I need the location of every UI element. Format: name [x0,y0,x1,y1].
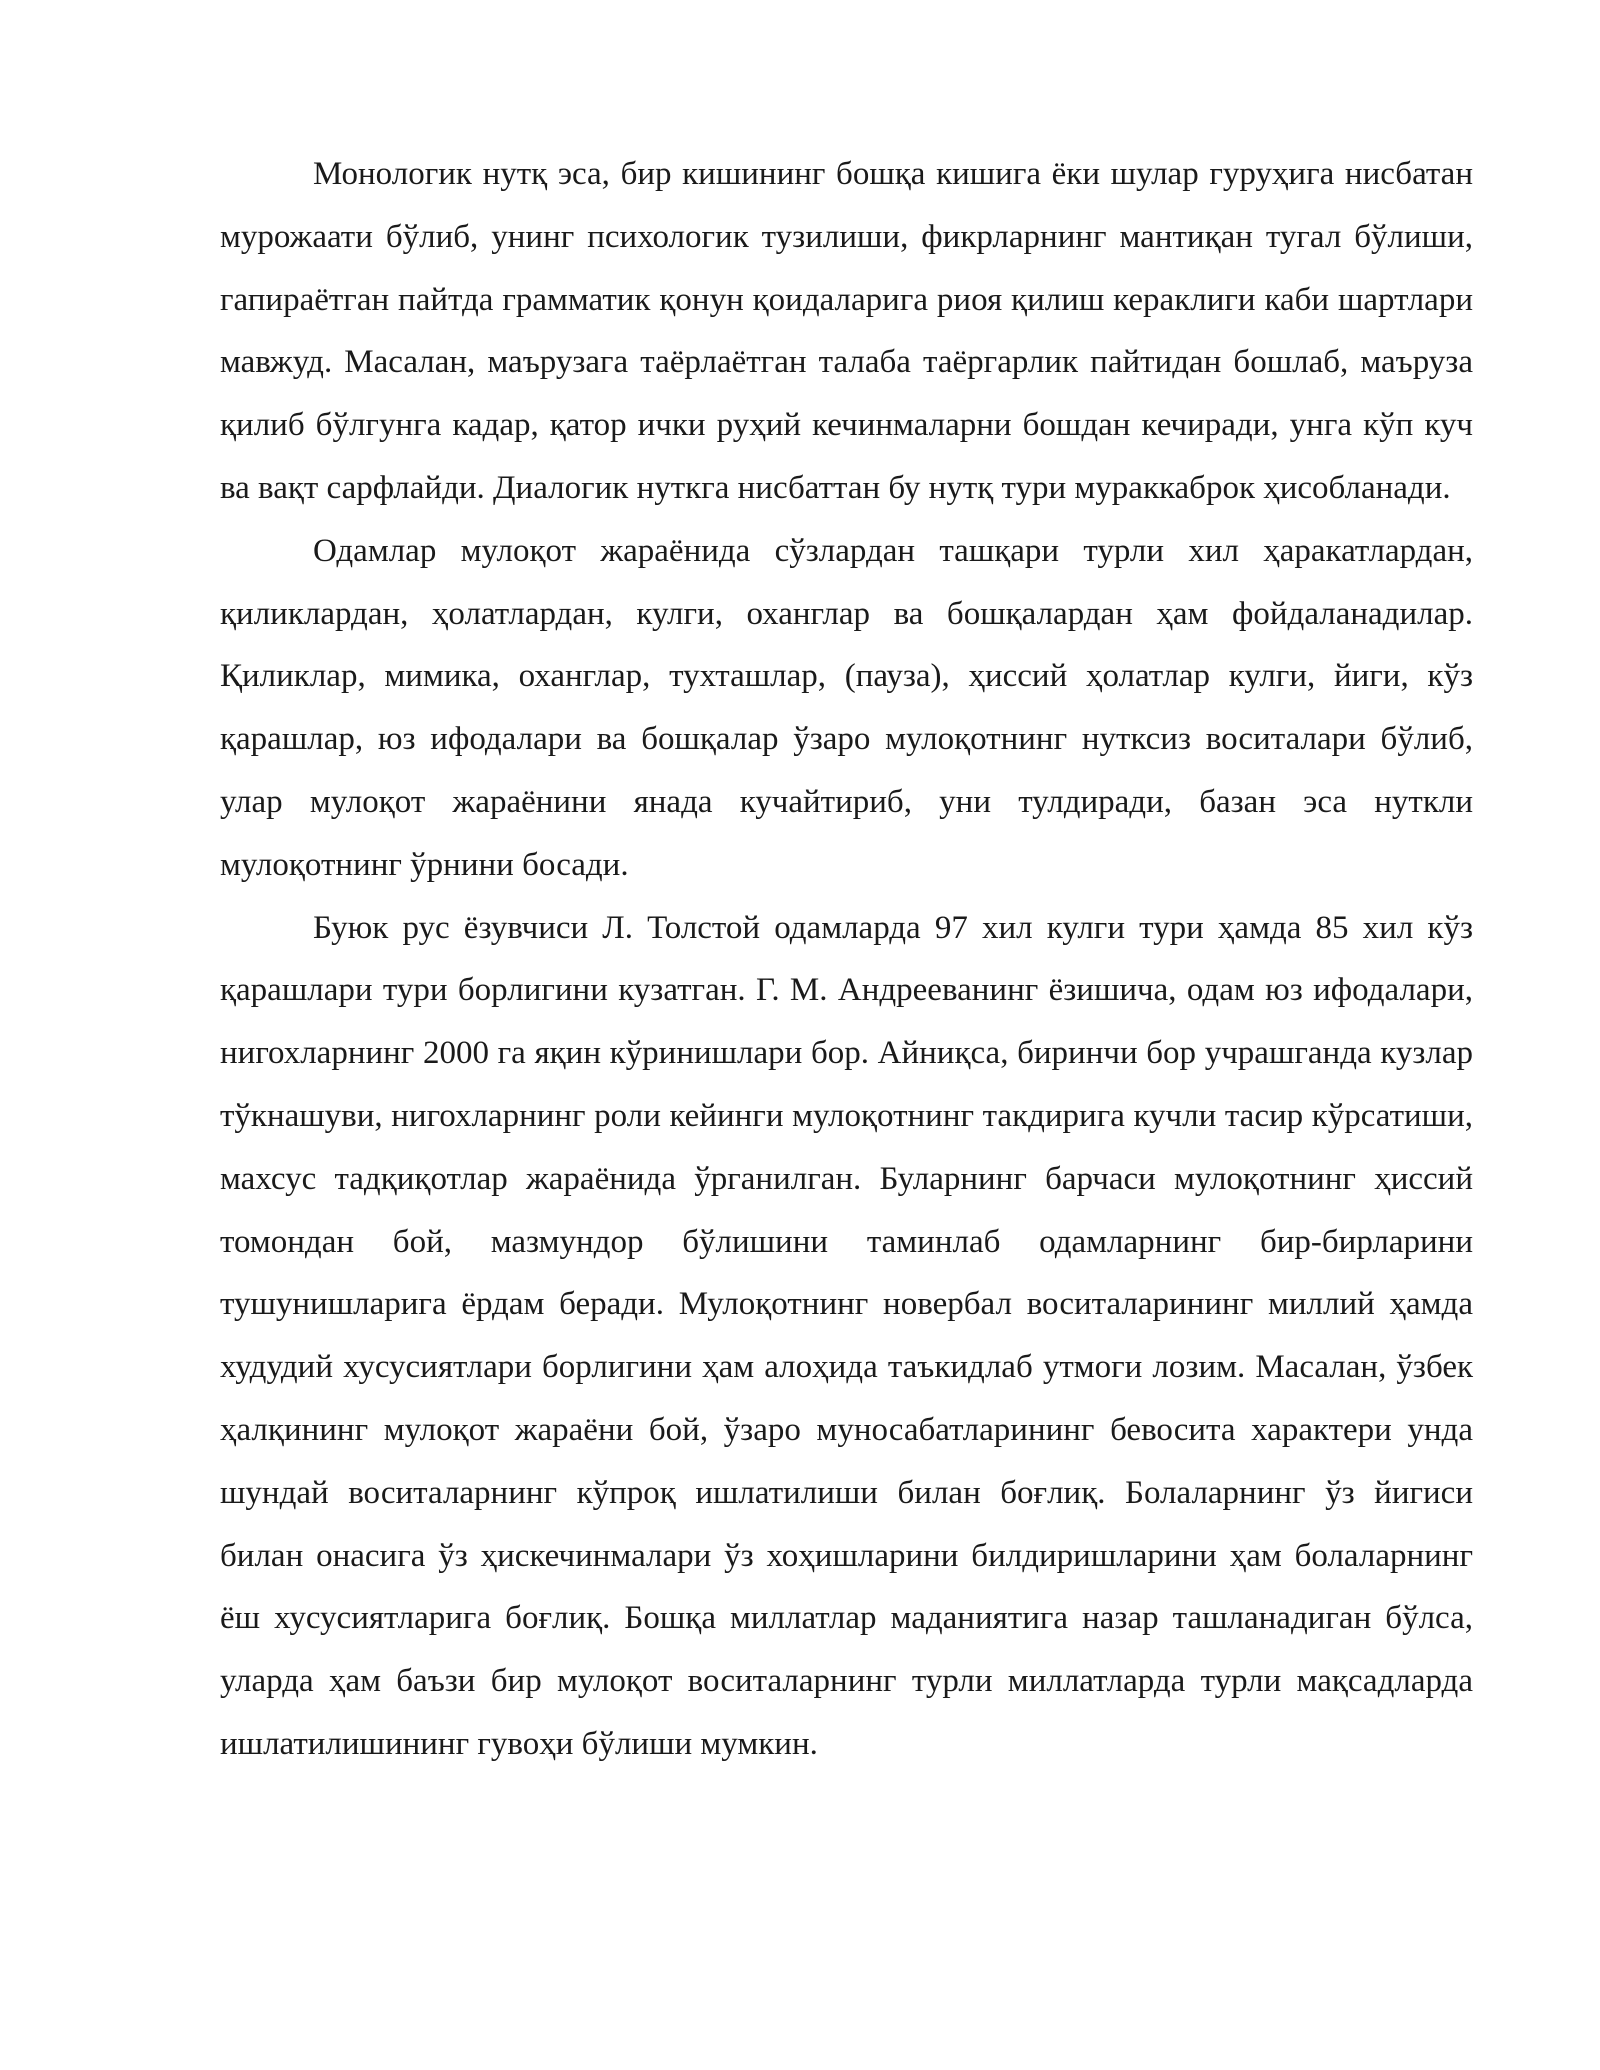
paragraph-tolstoy: Буюк рус ёзувчиси Л. Толстой одамларда 97 хил кулги тури ҳамда 85 хил кўз қарашлари тури борлигини кузатган. Г. М. Андрееванинг ёзишича, одам юз ифодалари, нигохларнинг 2000 га яқин кўринишлари бор. Айниқса, биринчи бор учрашганда кузлар тўкнашуви, нигохларнинг роли кейинги мулоқотнинг такдирига кучли тасир кўрсатиши, махсус тадқиқотлар жараёнида ўрганилган. Буларнинг барчаси мулоқотнинг ҳиссий томондан бой, мазмундор бўлишини таминлаб одамларнинг бир-бирларини тушунишларига ёрдам беради. Мулоқотнинг новербал воситаларининг миллий ҳамда худудий хусусиятлари борлигини ҳам алоҳида таъкидлаб утмоги лозим. Масалан, ўзбек ҳалқининг мулоқот жараёни бой, ўзаро муносабатларининг бевосита характери унда шундай воситаларнинг кўпроқ ишлатилиши билан боғлиқ. Болаларнинг ўз йигиси билан онасига ўз ҳискечинмалари ўз хоҳишларини билдиришларини ҳам болаларнинг ёш хусусиятларига боғлиқ. Бошқа миллатлар маданиятига назар ташланадиган бўлса, уларда ҳам баъзи бир мулоқот воситаларнинг турли миллатларда турли мақсадларда ишлатилишининг гувоҳи бўлиши мумкин. [220,909,1473,1762]
paragraph-monologue: Монологик нутқ эса, бир кишининг бошқа кишига ёки шулар гуруҳига нисбатан мурожаати бўлиб, унинг психологик тузилиши, фикрларнинг мантиқан тугал бўлиши, гапираётган пайтда грамматик қонун қоидаларига риоя қилиш кераклиги каби шартлари мавжуд. Масалан, маърузага таёрлаётган талаба таёргарлик пайтидан бошлаб, маъруза қилиб бўлгунга кадар, қатор ички руҳий кечинмаларни бошдан кечиради, унга кўп куч ва вақт сарфлайди. Диалогик нуткга нисбаттан бу нутқ тури мураккаброк ҳисобланади. [220,156,1473,506]
document-page [220,143,1473,1776]
paragraph-nonverbal: Одамлар мулоқот жараёнида сўзлардан ташқари турли хил ҳаракатлардан, қиликлардан, ҳолатлардан, кулги, оханглар ва бошқалардан ҳам фойдаланадилар. Қиликлар, мимика, оханглар, тухташлар, (пауза), ҳиссий ҳолатлар кулги, йиги, кўз қарашлар, юз ифодалари ва бошқалар ўзаро мулоқотнинг нутксиз воситалари бўлиб, улар мулоқот жараёнини янада кучайтириб, уни тулдиради, базан эса нуткли мулоқотнинг ўрнини босади. [220,532,1473,883]
